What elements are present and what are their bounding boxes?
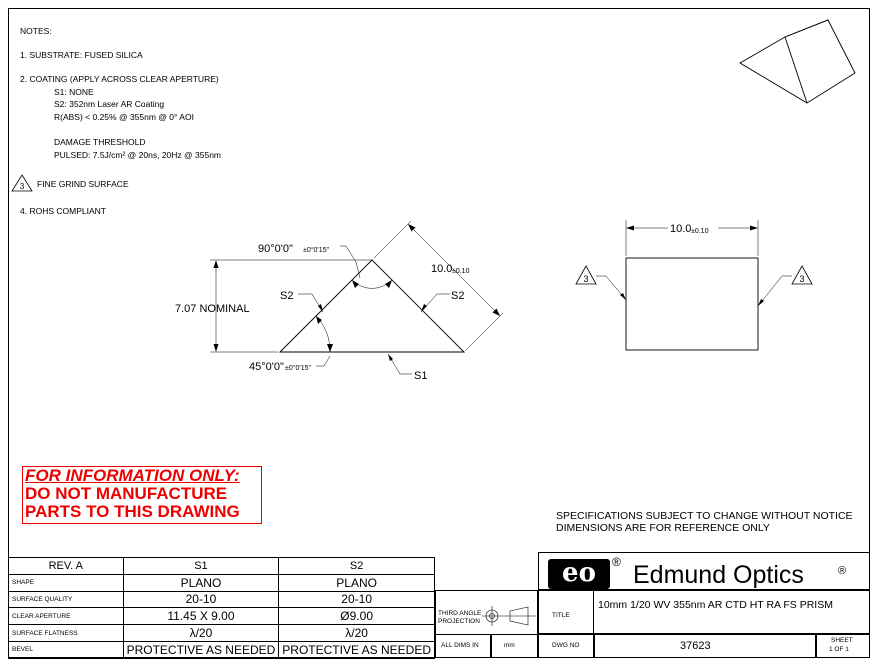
spec-notice-line1: SPECIFICATIONS SUBJECT TO CHANGE WITHOUT NOTICE bbox=[556, 510, 853, 522]
company-registered-mark: ® bbox=[838, 565, 847, 577]
row-label: BEVEL bbox=[9, 641, 124, 658]
s2-right-label: S2 bbox=[451, 290, 465, 302]
s1-value: 20-10 bbox=[123, 591, 279, 608]
side-width-tolerance: ±0.10 bbox=[691, 228, 709, 235]
info-stamp-line1: FOR INFORMATION ONLY: bbox=[25, 466, 240, 485]
units-value: mm bbox=[504, 642, 515, 649]
drawing-title: 10mm 1/20 WV 355nm AR CTD HT RA FS PRISM bbox=[598, 599, 833, 611]
edmund-logo-mark: eo bbox=[548, 559, 610, 589]
s2-header: S2 bbox=[279, 558, 435, 575]
apex-angle-label: 90°0'0" bbox=[258, 243, 293, 255]
drawing-number: 37623 bbox=[680, 640, 711, 652]
dwg-no-label: DWG NO bbox=[552, 642, 580, 649]
height-label: 7.07 NOMINAL bbox=[175, 303, 250, 315]
table-row bbox=[9, 625, 435, 642]
note-substrate: 1. SUBSTRATE: FUSED SILICA bbox=[20, 50, 143, 60]
note-damage-threshold: DAMAGE THRESHOLD bbox=[54, 137, 146, 147]
side-view bbox=[576, 220, 812, 350]
s1-value: λ/20 bbox=[123, 625, 279, 642]
note-coating-s1: S1: NONE bbox=[54, 87, 94, 97]
note-rohs: 4. ROHS COMPLIANT bbox=[20, 206, 106, 216]
notes-header: NOTES: bbox=[20, 26, 52, 36]
table-row bbox=[9, 641, 435, 658]
note-pulsed: PULSED: 7.5J/cm² @ 20ns, 20Hz @ 355nm bbox=[54, 150, 222, 160]
apex-angle-tolerance: ±0°0'15" bbox=[303, 247, 330, 254]
note-coating-reflectance: R(ABS) < 0.25% @ 355nm @ 0° AOI bbox=[54, 112, 194, 122]
leg-length-label: 10.0 bbox=[431, 263, 453, 275]
information-only-stamp bbox=[22, 466, 262, 524]
s2-value: Ø9.00 bbox=[279, 608, 435, 625]
spec-notice-line2: DIMENSIONS ARE FOR REFERENCE ONLY bbox=[556, 522, 770, 534]
sheet-label: SHEET bbox=[831, 637, 853, 644]
projection-label: THIRD ANGLE PROJECTION bbox=[438, 610, 482, 625]
note-fine-grind: FINE GRIND SURFACE bbox=[37, 179, 129, 189]
leg-length-tolerance: ±0.10 bbox=[452, 268, 470, 275]
rev-header: REV. A bbox=[9, 558, 124, 575]
surface-spec-table bbox=[8, 557, 435, 659]
s1-value: PROTECTIVE AS NEEDED bbox=[123, 641, 279, 658]
s1-value: 11.45 X 9.00 bbox=[123, 608, 279, 625]
all-dims-label: ALL DIMS IN bbox=[441, 642, 479, 649]
side-width-label: 10.0 bbox=[670, 223, 692, 235]
side-callout-left-number: 3 bbox=[583, 274, 589, 284]
row-label: SHAPE bbox=[9, 574, 124, 591]
base-angle-tolerance: ±0°0'15" bbox=[285, 365, 312, 372]
info-stamp-line2: DO NOT MANUFACTURE bbox=[25, 484, 228, 503]
table-row bbox=[9, 608, 435, 625]
s2-left-label: S2 bbox=[280, 290, 294, 302]
s1-header: S1 bbox=[123, 558, 279, 575]
s2-value: PROTECTIVE AS NEEDED bbox=[279, 641, 435, 658]
s2-value: λ/20 bbox=[279, 625, 435, 642]
note-coating: 2. COATING (APPLY ACROSS CLEAR APERTURE) bbox=[20, 74, 219, 84]
s1-value: PLANO bbox=[123, 574, 279, 591]
isometric-prism bbox=[740, 20, 855, 103]
logo-registered-mark: ® bbox=[612, 555, 621, 569]
row-label: SURFACE QUALITY bbox=[9, 591, 124, 608]
row-label: CLEAR APERTURE bbox=[9, 608, 124, 625]
note3-triangle-icon bbox=[12, 175, 32, 191]
company-name: Edmund Optics bbox=[633, 561, 804, 589]
sheet-value: 1 OF 1 bbox=[829, 646, 849, 653]
title-label: TITLE bbox=[552, 612, 570, 619]
side-callout-right-number: 3 bbox=[799, 274, 805, 284]
note-coating-s2: S2: 352nm Laser AR Coating bbox=[54, 99, 165, 109]
note3-number: 3 bbox=[19, 182, 25, 191]
s2-value: PLANO bbox=[279, 574, 435, 591]
table-header-row bbox=[9, 558, 435, 575]
info-stamp-line3: PARTS TO THIS DRAWING bbox=[25, 502, 240, 521]
row-label: SURFACE FLATNESS bbox=[9, 625, 124, 642]
s1-label: S1 bbox=[414, 370, 428, 382]
s2-value: 20-10 bbox=[279, 591, 435, 608]
base-angle-label: 45°0'0" bbox=[249, 361, 284, 373]
table-row bbox=[9, 591, 435, 608]
table-row bbox=[9, 574, 435, 591]
